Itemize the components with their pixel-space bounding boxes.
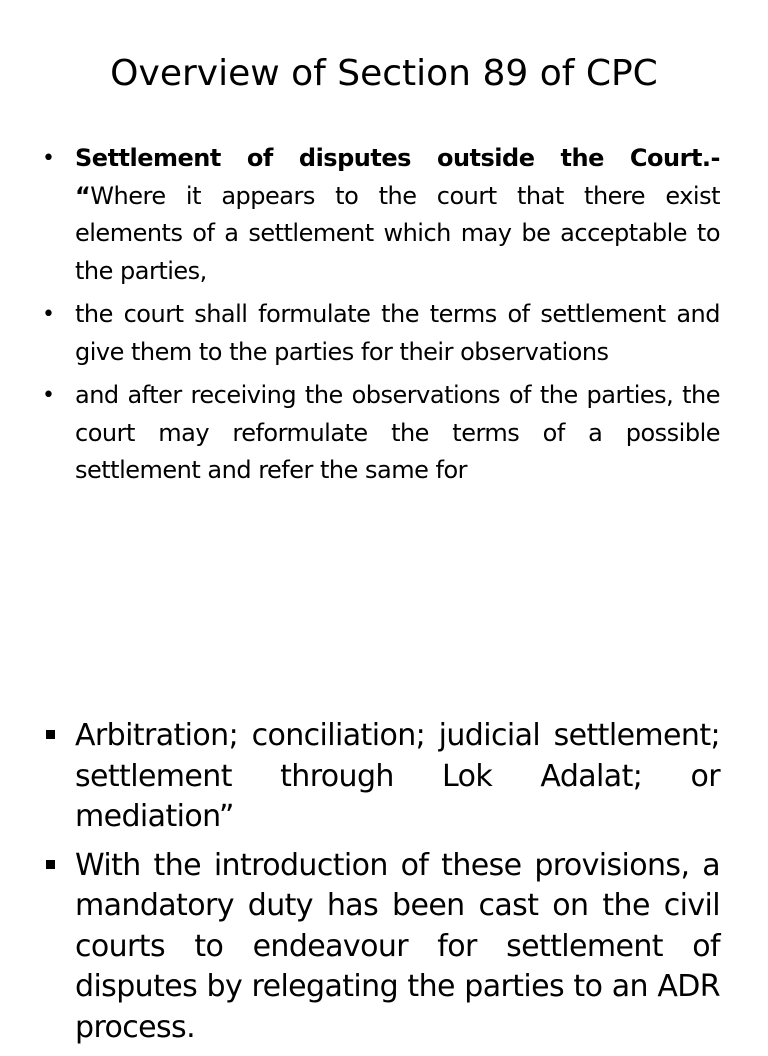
bullet-dot-icon: • — [42, 302, 55, 327]
bullet-dot-icon: • — [42, 146, 55, 171]
square-bullet-icon — [46, 730, 55, 739]
slide-title: Overview of Section 89 of CPC — [110, 53, 658, 94]
list-item — [0, 716, 768, 838]
list-item-text: and after receiving the observations of the parties, the court may reformulate the terms of a possible settlement and refer the same for — [75, 381, 720, 484]
list-item-text: the court shall formulate the terms of settlement and give them to the parties for their observations — [75, 300, 720, 366]
bullet-dot-icon: • — [42, 383, 55, 408]
list-item-text: With the introduction of these provisions, a mandatory duty has been cast on the civil courts to endeavour for settlement of disputes by relegating the parties to an ADR process. — [75, 847, 720, 1045]
list-item — [0, 140, 768, 290]
list-item-text: Where it appears to the court that there exist elements of a settlement which may be acceptable to the parties, — [75, 181, 720, 285]
list-item — [0, 296, 768, 371]
bottom-bullet-list — [0, 716, 768, 1056]
section-heading-text: Settlement of disputes outside the Court.- “ — [75, 144, 720, 210]
square-bullet-icon — [46, 860, 55, 869]
list-item-text: Arbitration; conciliation; judicial settlement; settlement through Lok Adalat; or mediation” — [75, 718, 720, 834]
list-item — [0, 846, 768, 1049]
list-item — [0, 377, 768, 490]
top-bullet-list — [0, 140, 768, 496]
